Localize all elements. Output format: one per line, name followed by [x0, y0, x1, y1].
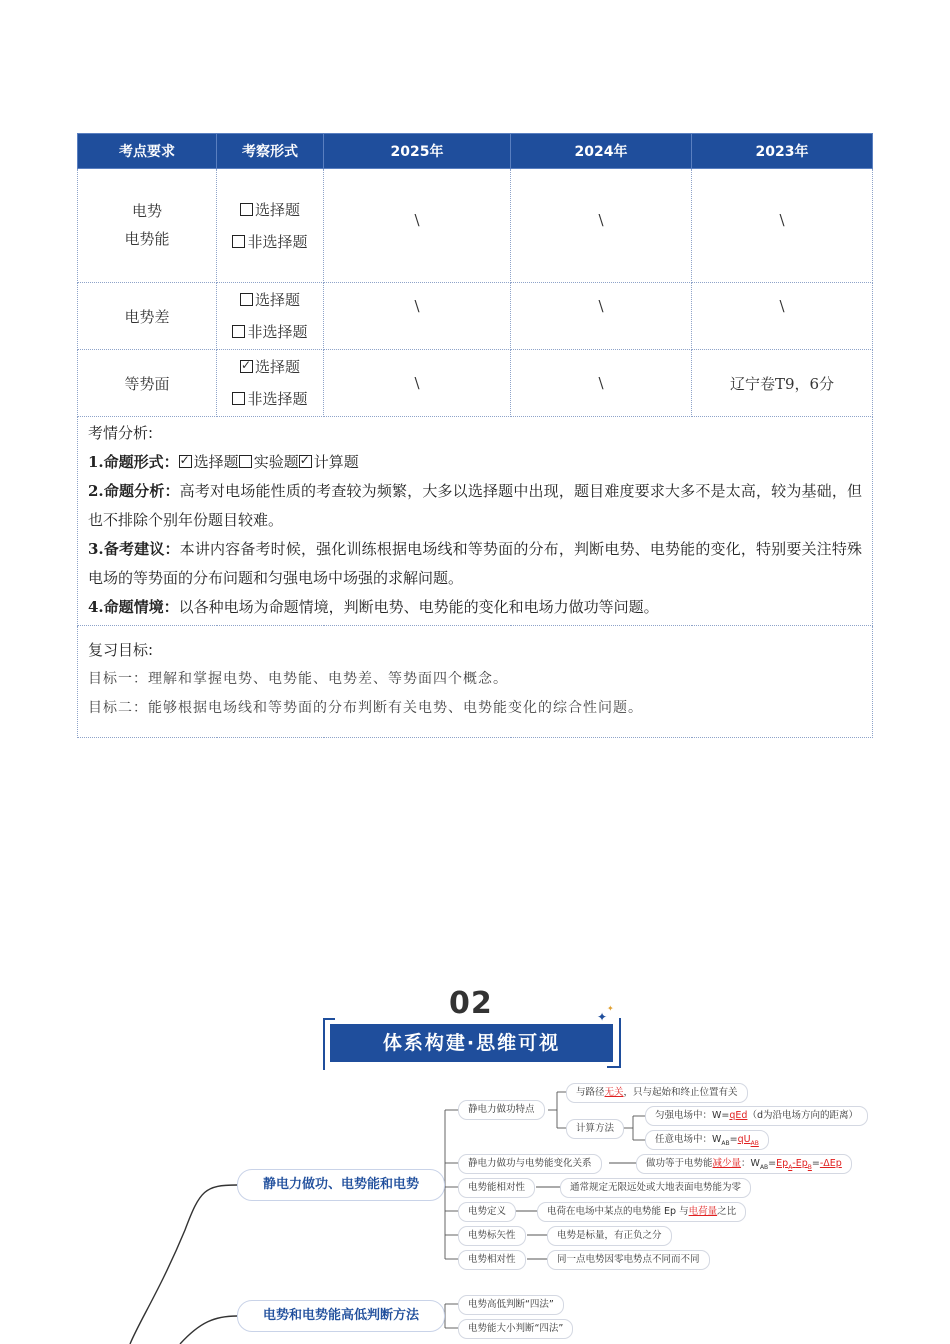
topic-cell: 等势面 [78, 350, 217, 417]
node-uniform-field: 匀强电场中：W=qEd（d为沿电场方向的距离） [645, 1106, 868, 1126]
analysis-p4 [88, 593, 862, 622]
goal-1: 目标一：理解和掌握电势、电势能、电势差、等势面四个概念。 [88, 671, 508, 687]
year-cell: \ [511, 169, 692, 283]
goals-row [78, 626, 873, 738]
header-cell: 2024年 [511, 134, 692, 169]
node-path-independent: 与路径无关，只与起始和终止位置有关 [566, 1083, 748, 1103]
checkbox-icon [232, 392, 245, 405]
year-cell: \ [324, 283, 511, 350]
node-potential-relativity: 电势相对性 [458, 1250, 526, 1270]
option-label: 非选择题 [247, 232, 308, 251]
node-energy-relativity-desc: 通常规定无限远处或大地表面电势能为零 [560, 1178, 751, 1198]
mindmap-main-node-work-energy: 静电力做功、电势能和电势 [237, 1169, 445, 1201]
year-cell: 辽宁卷T9，6分 [692, 350, 873, 417]
form-item: 实验题 [253, 453, 299, 471]
p4-label: 4.命题情境： [88, 598, 179, 616]
node-judge-potential: 电势高低判断“四法” [458, 1295, 564, 1315]
topic-line: 电势 [131, 202, 162, 220]
node-calc-method: 计算方法 [566, 1119, 624, 1139]
p2-label: 2.命题分析： [88, 482, 180, 500]
node-work-energy-relation: 静电力做功与电势能变化关系 [458, 1154, 602, 1174]
p3-label: 3.备考建议： [88, 540, 180, 558]
checkbox-icon [240, 293, 253, 306]
checkbox-icon [232, 325, 245, 338]
form-item: 选择题 [193, 453, 239, 471]
analysis-row [78, 417, 873, 626]
sparkle-icon: ✦ [597, 1010, 608, 1024]
goals-heading: 复习目标: [88, 641, 154, 659]
goal-2: 目标二：能够根据电场线和等势面的分布判断有关电势、电势能变化的综合性问题。 [88, 700, 643, 716]
checked-checkbox-icon [240, 360, 253, 373]
checked-checkbox-icon [179, 455, 192, 468]
year-cell: \ [692, 169, 873, 283]
table-row [78, 350, 873, 417]
format-cell [217, 283, 324, 350]
p1-label: 1.命题形式： [88, 453, 179, 471]
option-label: 非选择题 [247, 390, 308, 408]
format-cell [217, 350, 324, 417]
p3-text: 本讲内容备考时候，强化训练根据电场线和等势面的分布，判断电势、电势能的变化，特别要关注特殊电场的等势面的分布问题和匀强电场中场强的求解问题。 [88, 540, 862, 587]
year-cell: \ [324, 169, 511, 283]
node-any-field: 任意电场中：$W_{AB}=qU_{AB}$ [645, 1130, 769, 1150]
topic-cell [78, 169, 217, 283]
year-cell: \ [511, 283, 692, 350]
node-potential-definition: 电势定义 [458, 1202, 516, 1222]
analysis-p3 [88, 535, 862, 593]
node-potential-relativity-desc: 同一点电势因零电势点不同而不同 [547, 1250, 710, 1270]
section-title-banner: 体系构建·思维可视 [330, 1024, 613, 1062]
analysis-heading: 考情分析: [88, 424, 154, 442]
header-cell: 2025年 [324, 134, 511, 169]
node-judge-energy: 电势能大小判断“四法” [458, 1319, 573, 1339]
header-cell: 2023年 [692, 134, 873, 169]
node-scalar-desc: 电势是标量，有正负之分 [547, 1226, 672, 1246]
year-cell: \ [511, 350, 692, 417]
option-label: 选择题 [254, 291, 300, 309]
node-energy-relativity: 电势能相对性 [458, 1178, 535, 1198]
node-work-feature: 静电力做功特点 [458, 1100, 545, 1120]
header-cell: 考察形式 [217, 134, 324, 169]
node-scalar: 电势标矢性 [458, 1226, 526, 1246]
analysis-p1 [88, 448, 862, 477]
checkbox-icon [239, 455, 252, 468]
year-cell: \ [692, 283, 873, 350]
node-potential-definition-desc: 电荷在电场中某点的电势能 Ep 与电荷量之比 [537, 1202, 746, 1222]
option-label: 非选择题 [247, 323, 308, 341]
year-cell: \ [324, 350, 511, 417]
mindmap-main-node-judging: 电势和电势能高低判断方法 [237, 1300, 445, 1332]
table-header-row [78, 134, 873, 169]
checkbox-icon [232, 235, 245, 248]
header-cell: 考点要求 [78, 134, 217, 169]
topic-line: 电势能 [124, 230, 170, 248]
form-item: 计算题 [313, 453, 359, 471]
table-row [78, 283, 873, 350]
checked-checkbox-icon [299, 455, 312, 468]
format-cell [217, 169, 324, 283]
node-relation-formula: 做功等于电势能减少量：$W_{AB}=Ep_A-Ep_B=$-ΔEp [636, 1154, 852, 1174]
p4-text: 以各种电场为命题情境，判断电势、电势能的变化和电场力做功等问题。 [178, 598, 659, 616]
exam-table [77, 133, 873, 738]
sparkle-icon: ✦ [607, 1004, 614, 1013]
section-number: 02 [449, 986, 493, 1021]
analysis-p2 [88, 477, 862, 535]
option-label: 选择题 [254, 358, 300, 376]
option-label: 选择题 [254, 200, 300, 219]
topic-cell: 电势差 [78, 283, 217, 350]
p2-text: 高考对电场能性质的考查较为频繁，大多以选择题中出现，题目难度要求大多不是太高，较为基础，但也不排除个别年份题目较难。 [88, 482, 862, 529]
table-row [78, 169, 873, 283]
checkbox-icon [240, 203, 253, 216]
